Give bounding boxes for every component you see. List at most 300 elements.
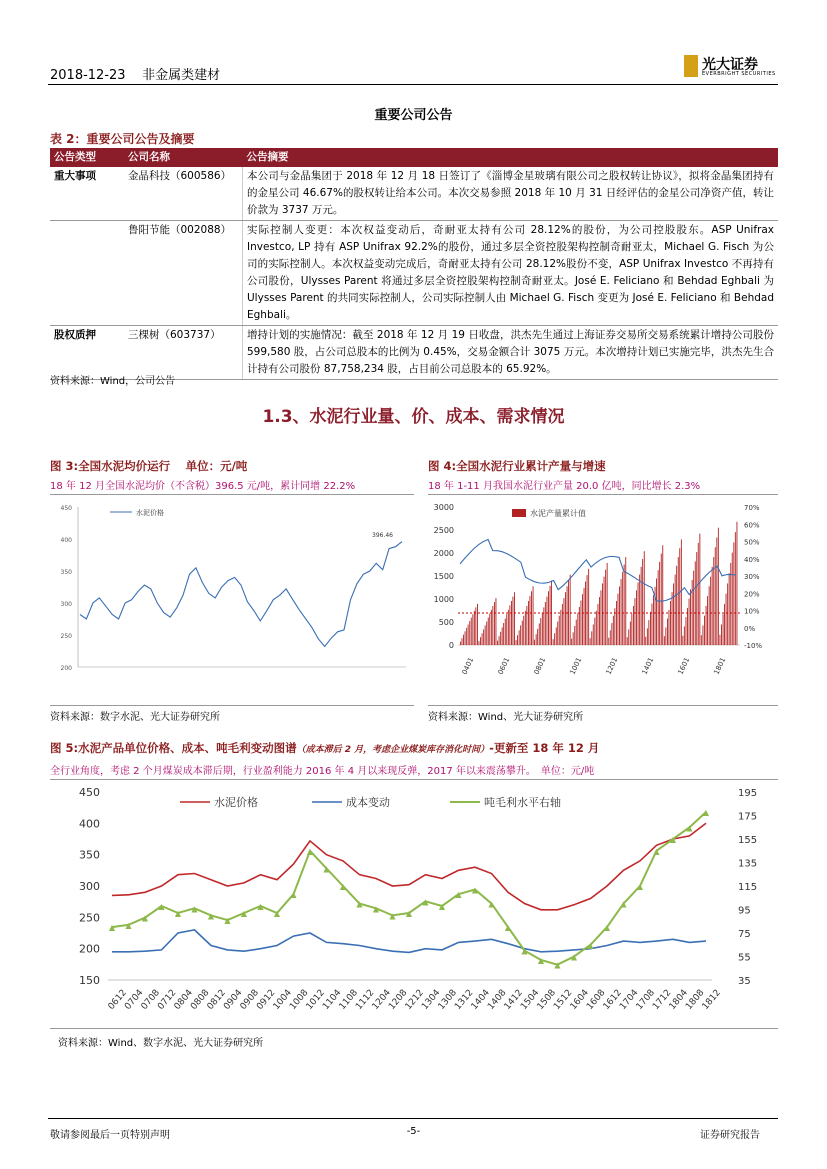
fig4-bar xyxy=(673,583,674,645)
fig4-bar xyxy=(503,623,504,645)
fig4-bar xyxy=(462,638,463,645)
fig4-bar xyxy=(676,566,677,645)
fig4-bar xyxy=(614,608,615,645)
fig4-bar xyxy=(577,613,578,645)
fig5-ytick-left: 200 xyxy=(79,942,100,956)
fig4-bar xyxy=(631,614,632,645)
fig4-bar xyxy=(509,605,510,645)
row-summary: 实际控制人变更：本次权益变动后，奇耐亚太持有公司 28.12%的股份，为公司控股股东。ASP Unifrax Investco, LP 持有 ASP Unifrax 92.2%的股份，通过多层全资控股架构控制奇耐亚太，Michael G. Fisch 为公司的实际控制人。本次权益变动完成后，奇耐亚太持有公司 28.12%股份不变，ASP Unifrax Investco 不再持有公司股份，Ulysses Parent 将通过多层全资控股架构控制奇耐亚太。José E. Feliciano 和 Behdad Eghbali 为 Ulysses Parent 的共同实际控制人，公司实际控制人由 Michael G. Fisch 变更为 José E. Feliciano 和 Behdad Eghbali。 xyxy=(243,221,779,326)
fig4-bar xyxy=(463,635,464,645)
fig5-margin-marker: ▲ xyxy=(405,909,413,919)
fig4-bar xyxy=(689,599,690,645)
fig4-bar xyxy=(622,572,623,645)
fig4-bar xyxy=(648,620,649,645)
fig4-bar xyxy=(675,575,676,645)
fig4-bar xyxy=(599,597,600,645)
fig5-margin-marker: ▲ xyxy=(158,901,165,911)
fig4-bar xyxy=(661,554,662,645)
fig5-xtick-label: 1312 xyxy=(453,987,476,1012)
fig5-ytick-left: 450 xyxy=(79,786,100,799)
fig4-bar xyxy=(517,635,518,645)
fig4-bar xyxy=(537,629,538,645)
fig3-legend-label: 水泥价格 xyxy=(136,509,164,517)
fig4-bar xyxy=(554,633,555,645)
fig4-bar xyxy=(548,591,549,645)
fig4-bar xyxy=(514,592,515,645)
section-title: 重要公司公告 xyxy=(374,108,453,123)
fig4-bar xyxy=(482,633,483,645)
fig4-bar xyxy=(585,582,586,646)
fig4-bar xyxy=(684,626,685,645)
fig4-legend-label: 水泥产量累计值 xyxy=(530,509,586,518)
fig4-bar xyxy=(616,601,617,645)
fig5-margin-marker: ▲ xyxy=(257,901,264,911)
fig4-bar xyxy=(596,611,597,645)
fig5-xtick-label: 1208 xyxy=(387,987,410,1012)
fig5-xtick-label: 0704 xyxy=(123,987,146,1012)
fig4-xtick-label: 0601 xyxy=(496,656,512,676)
fig4-bar xyxy=(491,610,492,645)
fig4-bar xyxy=(672,592,673,645)
fig4-ytick-left: 1000 xyxy=(433,595,454,604)
fig4-bar xyxy=(530,596,531,645)
fig4-bar xyxy=(627,637,628,645)
fig5-ytick-left: 350 xyxy=(79,848,100,862)
fig5-xtick-label: 1508 xyxy=(535,987,559,1012)
fig4-bar xyxy=(576,620,577,645)
fig4-bar xyxy=(682,636,683,645)
fig4-bar xyxy=(568,581,569,646)
fig5-price-line xyxy=(112,823,706,910)
fig5-margin-marker: ▲ xyxy=(224,916,231,926)
fig5-xtick-label: 1008 xyxy=(288,987,311,1012)
fig4-bar xyxy=(528,601,529,645)
fig4-bar xyxy=(508,610,509,645)
fig5-xtick-label: 1704 xyxy=(618,987,641,1012)
fig4-bar xyxy=(633,606,634,645)
fig5-margin-marker: ▲ xyxy=(389,911,396,921)
fig5-margin-marker: ▲ xyxy=(488,899,495,909)
fig4-bar xyxy=(619,586,620,645)
fig4-bar xyxy=(559,616,560,645)
fig5-xtick-label: 1608 xyxy=(585,987,608,1012)
table-header: 公告类型 xyxy=(50,148,124,167)
fig4-ytick-right: 10% xyxy=(744,607,760,616)
fig4-bar xyxy=(659,562,660,645)
fig4-bar xyxy=(601,590,602,645)
fig4-bar xyxy=(560,610,561,645)
fig4-bar xyxy=(698,543,699,645)
fig5-xtick-label: 1804 xyxy=(667,987,691,1012)
fig5-margin-marker: ▲ xyxy=(108,923,116,933)
fig5-margin-marker: ▲ xyxy=(422,897,429,907)
fig4-bar xyxy=(519,630,520,645)
fig5-margin-marker: ▲ xyxy=(339,882,347,891)
fig4-xtick-label: 1601 xyxy=(676,656,692,676)
fig4-bar xyxy=(591,631,592,645)
fig4-bar xyxy=(573,632,574,645)
fig4-bar xyxy=(520,625,521,645)
fig4-subtitle: 18 年 1-11 月我国水泥行业产量 20.0 亿吨，同比增长 2.3% xyxy=(428,481,701,492)
fig4-bar xyxy=(483,629,484,645)
fig4-ytick-left: 2500 xyxy=(433,526,454,535)
fig4-bar xyxy=(564,598,565,645)
fig4-bar xyxy=(550,586,551,645)
fig3-annotation: 396.46 xyxy=(372,532,393,539)
fig4-bar xyxy=(474,611,475,645)
fig5-ytick-left: 300 xyxy=(79,880,100,893)
fig5-ytick-right: 55 xyxy=(738,952,751,964)
fig4-bar xyxy=(611,623,612,645)
fig4-bar xyxy=(733,542,734,645)
fig4-bar xyxy=(588,569,589,645)
fig5-xtick-label: 0908 xyxy=(238,987,262,1012)
fig4-bar xyxy=(670,601,671,645)
fig4-bar xyxy=(645,637,646,645)
fig4-title: 图 4:全国水泥行业累计产量与增速 xyxy=(428,459,606,473)
fig5-source: 资料来源：Wind、数字水泥、光大证券研究所 xyxy=(58,1038,264,1049)
fig4-bar xyxy=(681,539,682,645)
fig5-margin-marker: ▲ xyxy=(438,901,446,911)
logo-mark-icon xyxy=(684,55,698,77)
header-date: 2018-12-23 xyxy=(50,68,126,83)
fig4-bar xyxy=(727,583,728,645)
fig5-xtick-label: 0804 xyxy=(172,987,196,1012)
fig4-bar xyxy=(489,614,490,645)
row-type: 重大事项 xyxy=(50,167,124,221)
fig4-bar xyxy=(635,598,636,645)
fig4-bar xyxy=(723,614,724,645)
fig4-bar xyxy=(492,606,493,645)
fig4-bar xyxy=(662,545,663,645)
fig5-xtick-label: 0808 xyxy=(189,987,212,1012)
fig5-margin-line xyxy=(112,812,706,965)
announcement-table xyxy=(50,148,778,380)
fig4-bar xyxy=(587,575,588,645)
row-summary: 增持计划的实施情况：截至 2018 年 12 月 19 日收盘，洪杰先生通过上海证券交易所交易系统累计增持公司股份 599,580 股，占公司总股本的比例为 0.45%，交易金额合计 3075 万元。本次增持计划已实施完毕，洪杰先生合计持有公司股份 87,758,234 股，占目前公司总股本的 65.92%。 xyxy=(243,326,779,380)
fig5-margin-marker: ▲ xyxy=(191,904,198,914)
fig4-bar xyxy=(556,627,557,645)
fig5-margin-marker: ▲ xyxy=(702,807,710,817)
fig4-bar xyxy=(602,583,603,645)
fig4-bar xyxy=(570,575,571,645)
fig4-bar xyxy=(625,557,626,645)
fig5-title-note: （成本滞后 2 月，考虑企业煤炭库存消化时间） xyxy=(296,745,490,755)
fig4-bar xyxy=(610,630,611,645)
fig5-cost-line xyxy=(112,930,706,953)
fig5-title xyxy=(50,740,599,756)
fig4-bar xyxy=(718,528,719,645)
fig4-bar xyxy=(730,563,731,645)
fig5-margin-marker: ▲ xyxy=(554,960,561,970)
fig3-ytick-label: 350 xyxy=(60,569,72,576)
fig5-legend-margin: 吨毛利水平右轴 xyxy=(484,796,561,809)
fig4-bar xyxy=(565,592,566,645)
fig4-growth-line xyxy=(460,540,736,602)
fig4-bar xyxy=(531,591,532,645)
fig3-series-line xyxy=(80,542,402,647)
fig4-bar xyxy=(511,601,512,645)
fig5-xtick-label: 1812 xyxy=(700,987,724,1012)
fig5-xtick-label: 1104 xyxy=(321,987,344,1012)
fig4-ytick-right: 30% xyxy=(744,573,760,581)
fig4-bar xyxy=(472,614,473,645)
fig4-bar xyxy=(721,625,722,646)
fig3-ytick-label: 450 xyxy=(60,505,72,512)
fig5-ytick-left: 150 xyxy=(79,974,100,987)
fig4-bar xyxy=(574,626,575,645)
fig5-xtick-label: 1304 xyxy=(420,987,443,1012)
fig4-xtick-label: 1201 xyxy=(604,656,620,676)
fig4-bar xyxy=(613,616,614,645)
fig4-ytick-left: 500 xyxy=(438,618,454,627)
fig4-bar xyxy=(581,601,582,646)
fig4-bar xyxy=(642,559,643,645)
fig5-xtick-label: 1712 xyxy=(651,987,674,1012)
fig5-margin-marker: ▲ xyxy=(290,890,297,900)
fig4-ytick-right: 60% xyxy=(744,521,760,530)
fig4-bar xyxy=(469,621,470,645)
fig4-bar xyxy=(608,638,609,645)
fig4-bar xyxy=(624,564,625,645)
header-sector: 非金属类建材 xyxy=(142,68,221,83)
table-caption: 表 2：重要公司公告及摘要 xyxy=(50,132,195,146)
fig5-legend-price: 水泥价格 xyxy=(214,796,258,809)
fig5-ytick-right: 135 xyxy=(738,858,758,870)
fig5-title-end: -更新至 18 年 12 月 xyxy=(489,741,600,755)
fig5-margin-marker: ▲ xyxy=(603,923,611,933)
fig4-bar xyxy=(658,570,659,645)
fig4-bar xyxy=(713,557,714,645)
fig4-bar xyxy=(605,570,606,645)
fig4-ytick-left: 1500 xyxy=(433,572,454,581)
fig3-title: 图 3:全国水泥均价运行 单位：元/吨 xyxy=(50,459,248,473)
row-company: 三棵树（603737） xyxy=(124,326,243,380)
fig4-bar xyxy=(644,551,645,645)
fig5-ytick-left: 250 xyxy=(79,911,100,925)
fig5-xtick-label: 1504 xyxy=(519,987,542,1012)
fig3-source: 资料来源：数字水泥、光大证券研究所 xyxy=(50,712,220,723)
fig4-bar xyxy=(485,625,486,645)
row-type: 股权质押 xyxy=(50,326,124,380)
fig4-bar xyxy=(536,634,537,645)
fig5-ytick-right: 115 xyxy=(738,882,758,893)
fig5-ytick-right: 195 xyxy=(738,788,758,799)
fig4-bar xyxy=(647,628,648,645)
fig4-bar xyxy=(667,619,668,645)
fig4-bar xyxy=(534,640,535,645)
fig4-bar xyxy=(715,547,716,645)
fig5-margin-marker: ▲ xyxy=(537,956,545,966)
fig4-bar xyxy=(729,573,730,645)
fig5-xtick-label: 1004 xyxy=(271,987,295,1012)
fig4-bar xyxy=(590,638,591,645)
fig4-bar xyxy=(542,613,543,645)
fig5-xtick-label: 1204 xyxy=(370,987,394,1012)
fig5-margin-marker: ▲ xyxy=(521,946,528,956)
fig5-xtick-label: 1012 xyxy=(304,987,328,1012)
fig5-margin-marker: ▲ xyxy=(504,923,512,933)
fig4-bar xyxy=(539,624,540,646)
fig4-bar xyxy=(621,579,622,645)
fig4-bar xyxy=(704,616,705,645)
fig5-xtick-label: 1612 xyxy=(601,987,625,1012)
fig4-bar xyxy=(505,619,506,645)
fig4-bar xyxy=(636,590,637,645)
fig4-ytick-right: 20% xyxy=(744,590,760,599)
fig5-xtick-label: 1604 xyxy=(568,987,592,1012)
fig4-bar xyxy=(466,628,467,645)
fig3-ytick-label: 300 xyxy=(60,601,72,608)
section-heading-1-3: 1.3、水泥行业量、价、成本、需求情况 xyxy=(262,407,565,427)
logo-subtext: EVERBRIGHT SECURITIES xyxy=(702,71,776,77)
fig4-bar xyxy=(607,563,608,645)
fig4-bar xyxy=(593,625,594,646)
table-row xyxy=(50,221,778,326)
fig4-bar xyxy=(567,586,568,645)
fig5-margin-marker: ▲ xyxy=(686,823,693,833)
fig4-bar xyxy=(665,627,666,645)
fig5-ytick-left: 400 xyxy=(79,817,100,831)
fig4-ytick-right: -10% xyxy=(744,642,763,650)
fig5-xtick-label: 1512 xyxy=(552,987,575,1012)
fig4-bar xyxy=(690,589,691,645)
fig5-margin-marker: ▲ xyxy=(141,913,149,923)
fig4-bar xyxy=(696,552,697,645)
fig4-bar xyxy=(652,604,653,646)
footer-page-number: -5- xyxy=(406,1126,421,1137)
fig4-bar xyxy=(712,567,713,645)
fig4-bar xyxy=(630,622,631,646)
fig4-bar xyxy=(618,594,619,645)
fig5-margin-marker: ▲ xyxy=(669,835,677,844)
fig4-bar xyxy=(707,596,708,645)
fig5-xtick-label: 1408 xyxy=(486,987,509,1012)
fig4-bar xyxy=(513,597,514,645)
fig4-bar xyxy=(650,612,651,645)
fig4-bar xyxy=(638,582,639,645)
fig3-chart xyxy=(50,494,414,706)
fig4-bar xyxy=(488,618,489,645)
row-summary: 本公司与金晶集团于 2018 年 12 月 18 日签订了《淄博金星玻璃有限公司之股权转让协议》，拟将金晶集团持有的金星公司 46.67%的股权转让给本公司。本次交易参照 2018 年 10 月 31 日经评估的金星公司净资产值，转让价款为 3737 万元。 xyxy=(243,167,779,221)
fig5-xtick-label: 0708 xyxy=(139,987,163,1012)
fig5-margin-marker: ▲ xyxy=(636,882,644,891)
fig4-bar xyxy=(553,639,554,645)
fig4-bar xyxy=(584,588,585,645)
fig4-bar xyxy=(720,635,721,645)
fig4-bar xyxy=(477,604,478,645)
fig5-ytick-right: 175 xyxy=(738,811,758,823)
fig3-ytick-label: 400 xyxy=(60,537,72,544)
fig5-margin-marker: ▲ xyxy=(323,864,330,874)
fig5-legend-cost: 成本变动 xyxy=(346,796,390,809)
fig4-bar xyxy=(523,616,524,645)
fig4-bar xyxy=(594,618,595,645)
fig4-xtick-label: 1801 xyxy=(712,656,728,676)
fig4-bar xyxy=(468,625,469,646)
fig4-ytick-right: 50% xyxy=(744,538,760,547)
fig4-bar xyxy=(582,594,583,645)
fig4-bar xyxy=(502,627,503,645)
fig5-xtick-label: 0904 xyxy=(222,987,245,1012)
fig5-xtick-label: 0612 xyxy=(106,987,130,1012)
fig4-ytick-left: 2000 xyxy=(433,549,454,558)
fig4-bar xyxy=(533,586,534,645)
fig5-chart xyxy=(50,779,778,1029)
fig5-xtick-label: 1112 xyxy=(354,987,377,1012)
table-header: 公告摘要 xyxy=(243,148,779,167)
fig4-bar xyxy=(679,548,680,645)
fig4-bar xyxy=(726,594,727,645)
fig4-ytick-right: 70% xyxy=(744,504,760,512)
fig4-bar xyxy=(710,577,711,645)
fig4-bar xyxy=(686,617,687,645)
fig5-margin-marker: ▲ xyxy=(455,890,462,900)
fig4-bar xyxy=(460,642,461,645)
fig4-xtick-label: 0801 xyxy=(532,656,548,676)
fig4-bar xyxy=(500,632,501,645)
fig4-bar xyxy=(604,577,605,645)
fig4-bar xyxy=(669,610,670,645)
fig4-bar xyxy=(628,629,629,645)
fig4-bar xyxy=(703,625,704,645)
fig4-bar xyxy=(494,602,495,645)
fig5-xtick-label: 1412 xyxy=(502,987,526,1012)
fig4-bar xyxy=(571,639,572,645)
fig4-bar xyxy=(709,586,710,645)
fig4-bar xyxy=(557,622,558,646)
fig4-bar xyxy=(545,602,546,645)
everbright-logo xyxy=(684,55,784,79)
table-row xyxy=(50,167,778,221)
fig4-bar xyxy=(526,606,527,645)
header-divider xyxy=(48,84,778,85)
fig5-xtick-label: 1708 xyxy=(634,987,658,1012)
fig5-title-main: 图 5:水泥产品单位价格、成本、吨毛利变动图谱 xyxy=(50,741,297,755)
fig5-ytick-right: 155 xyxy=(738,835,758,846)
fig4-bar xyxy=(547,597,548,645)
fig5-subtitle: 全行业角度，考虑 2 个月煤炭成本滞后期，行业盈利能力 2016 年 4 月以来现反弹，2017 年以来震荡攀升。 单位：元/吨 xyxy=(50,766,595,777)
table-header-row xyxy=(50,148,778,167)
fig4-bar xyxy=(479,641,480,645)
fig5-margin-marker: ▲ xyxy=(372,904,380,914)
fig4-bar xyxy=(499,636,500,645)
fig4-bar xyxy=(562,604,563,645)
fig4-xtick-label: 0401 xyxy=(460,656,476,676)
fig5-xtick-label: 1404 xyxy=(469,987,493,1012)
fig4-ytick-right: 0% xyxy=(744,624,756,633)
fig5-margin-marker: ▲ xyxy=(471,885,479,895)
table-source: 资料来源：Wind，公司公告 xyxy=(50,376,176,387)
fig5-margin-marker: ▲ xyxy=(174,909,182,919)
fig5-margin-marker: ▲ xyxy=(207,911,215,921)
fig4-bar xyxy=(695,561,696,645)
fig4-bar xyxy=(506,614,507,645)
footer-divider xyxy=(48,1118,778,1119)
fig3-subtitle: 18 年 12 月全国水泥均价（不含税）396.5 元/吨，累计同增 22.2% xyxy=(50,481,356,492)
fig4-bar xyxy=(486,622,487,646)
fig5-margin-marker: ▲ xyxy=(125,920,132,930)
fig4-bar xyxy=(639,575,640,645)
fig4-ytick-left: 0 xyxy=(448,641,454,650)
fig5-margin-marker: ▲ xyxy=(653,846,660,856)
fig4-chart xyxy=(428,494,778,706)
fig4-bar xyxy=(653,595,654,645)
fig4-legend-swatch xyxy=(512,509,526,517)
fig5-margin-marker: ▲ xyxy=(570,952,578,962)
fig4-bar xyxy=(497,641,498,645)
fig5-xtick-label: 1212 xyxy=(403,987,427,1012)
